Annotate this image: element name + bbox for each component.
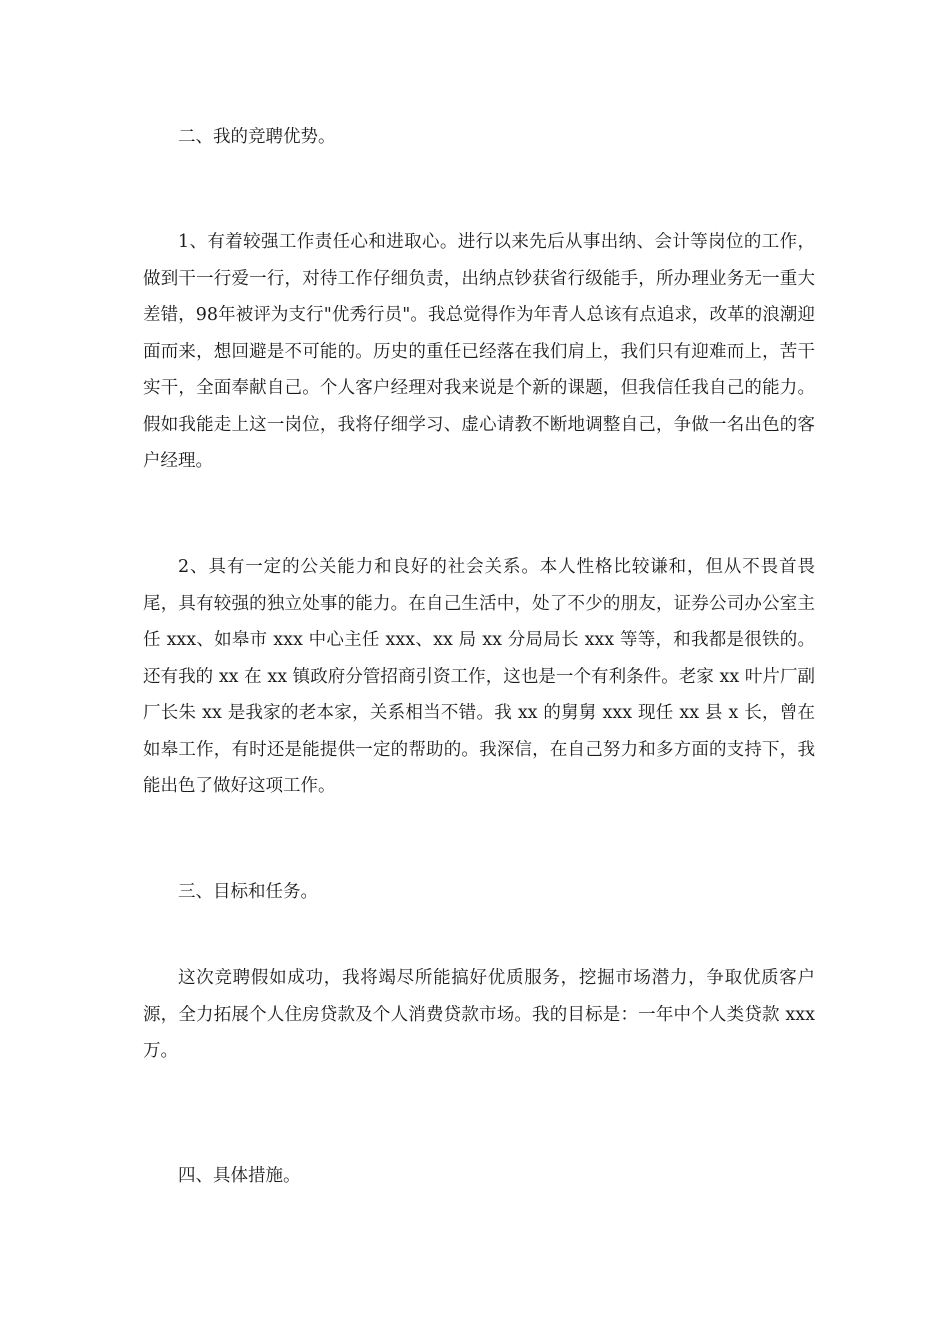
- paragraph-goals: 这次竞聘假如成功，我将竭尽所能搞好优质服务，挖掘市场潜力，争取优质客户源，全力拓展个人住房贷款及个人消费贷款市场。我的目标是：一年中个人类贷款 xxx 万。: [143, 968, 815, 1061]
- section-heading-advantages: 二、我的竞聘优势。: [178, 127, 336, 147]
- paragraph-public-relations: 2、具有一定的公关能力和良好的社会关系。本人性格比较谦和，但从不畏首畏尾，具有较强的独立处事的能力。在自己生活中，处了不少的朋友，证券公司办公室主任 xxx、如皋市 xxx 中心主任 xxx、xx 局 xx 分局局长 xxx 等等，和我都是很铁的。还有我的 xx 在 xx 镇政府分管招商引资工作，这也是一个有利条件。老家 xx 叶片厂副厂长朱 xx 是我家的老本家，关系相当不错。我 xx 的舅舅 xxx 现任 xx 县 x 长，曾在如皋工作，有时还是能提供一定的帮助的。我深信，在自己努力和多方面的支持下，我能出色了做好这项工作。: [143, 557, 815, 796]
- paragraph-responsibility: 1、有着较强工作责任心和进取心。进行以来先后从事出纳、会计等岗位的工作，做到干一行爱一行，对待工作仔细负责，出纳点钞获省行级能手，所办理业务无一重大差错，98年被评为支行"优秀行员"。我总觉得作为年青人总该有点追求，改革的浪潮迎面而来，想回避是不可能的。历史的重任已经落在我们肩上，我们只有迎难而上，苦干实干，全面奉献自己。个人客户经理对我来说是个新的课题，但我信任我自己的能力。假如我能走上这一岗位，我将仔细学习、虚心请教不断地调整自己，争做一名出色的客户经理。: [143, 232, 815, 471]
- section-heading-goals: 三、目标和任务。: [178, 882, 318, 902]
- section-heading-measures: 四、具体措施。: [178, 1166, 301, 1186]
